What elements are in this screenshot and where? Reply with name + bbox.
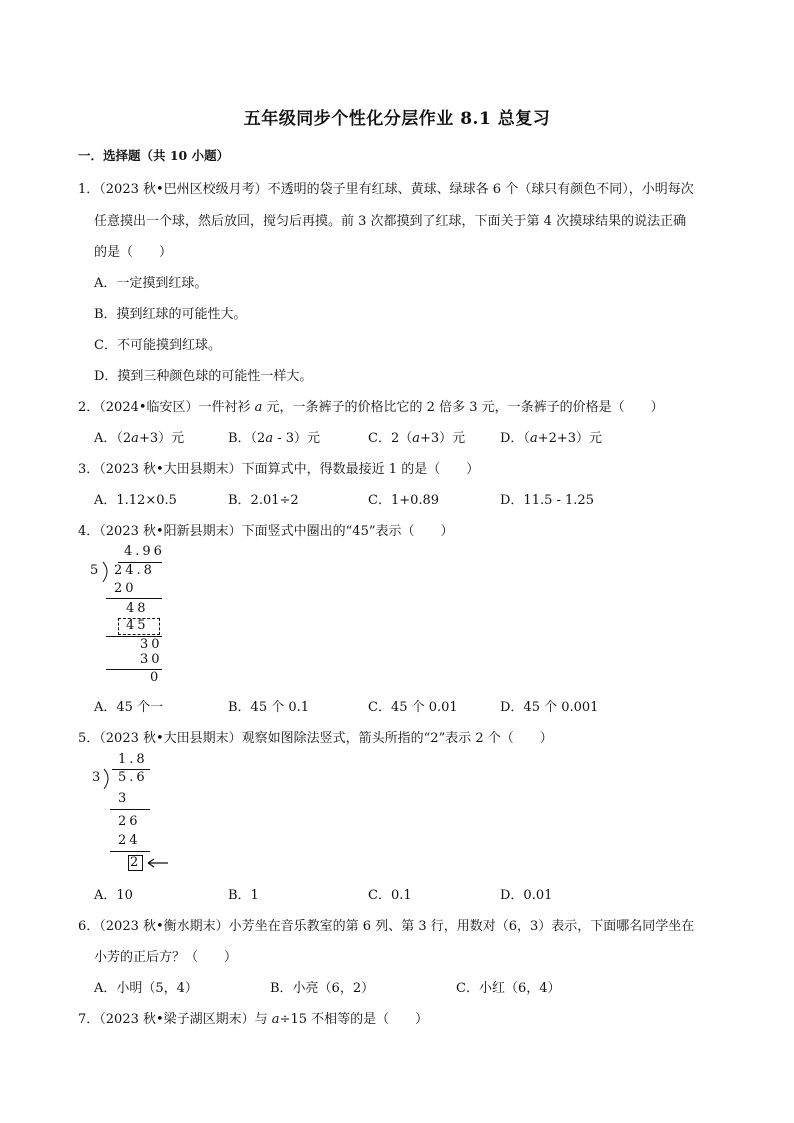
q4-step-5: 30 — [140, 652, 163, 667]
q2-option-b-pre: B．（2 — [228, 431, 266, 446]
q5-line-2 — [110, 851, 150, 852]
q4-option-c[interactable]: C．45 个 0.01 — [368, 700, 458, 715]
q5-stem: 5．（2023 秋•大田县期末）观察如图除法竖式，箭头所指的“2”表示 2 个（ ） — [78, 731, 553, 746]
q1-option-a[interactable]: A．一定摸到红球。 — [94, 276, 208, 291]
q2-option-a-var: a — [131, 431, 139, 446]
q6-option-b[interactable]: B．小亮（6，2） — [270, 981, 375, 996]
q2-option-a[interactable] — [94, 427, 184, 446]
q2-option-d-post: +2+3）元 — [537, 431, 603, 446]
q2-option-b-var: a — [265, 431, 274, 446]
q7-stem — [78, 1008, 428, 1027]
q1-line2: 任意摸出一个球，然后放回，搅匀后再摸。前 3 次都摸到了红球，下面关于第 4 次摸球结果的说法正确 — [94, 214, 687, 229]
q2-option-a-post: +3）元 — [138, 431, 185, 446]
q3-stem: 3．（2023 秋•大田县期末）下面算式中，得数最接近 1 的是（ ） — [78, 462, 480, 477]
q5-option-c[interactable]: C．0.1 — [368, 888, 412, 903]
q5-dividend: 5.6 — [118, 770, 148, 785]
q5-line-1 — [110, 809, 150, 810]
q4-option-b[interactable]: B．45 个 0.1 — [228, 700, 310, 715]
q4-line-1 — [106, 598, 162, 599]
page-title: 五年级同步个性化分层作业 8.1 总复习 — [243, 109, 551, 129]
q1-line3: 的是（ ） — [94, 245, 173, 260]
q5-quotient: 1.8 — [118, 752, 148, 767]
q2-option-a-pre: A．（2 — [94, 431, 132, 446]
section-heading: 一．选择题（共 10 小题） — [78, 148, 230, 163]
q2-option-c[interactable] — [368, 427, 465, 446]
q2-option-d-var: a — [529, 431, 538, 446]
q3-option-c[interactable]: C．1+0.89 — [368, 493, 440, 508]
q4-step-2: 48 — [126, 601, 149, 616]
q5-option-b[interactable]: B．1 — [228, 888, 259, 903]
q4-step-4: 30 — [140, 637, 163, 652]
q5-divisor: 3 — [92, 770, 104, 785]
q5-step-3: 24 — [118, 833, 141, 848]
q1-option-b[interactable]: B．摸到红球的可能性大。 — [94, 307, 247, 322]
q4-step-3: 45 — [126, 618, 149, 633]
q5-division-bracket-icon — [101, 768, 115, 790]
q4-dividend: 24.8 — [114, 563, 155, 578]
q2-stem-var: a — [254, 400, 263, 415]
q7-stem-post: ÷15 不相等的是（ ） — [279, 1012, 429, 1027]
q4-division-bracket-icon — [100, 561, 114, 583]
q2-stem-post: 元，一条裤子的价格比它的 2 倍多 3 元，一条裤子的价格是（ ） — [262, 400, 664, 415]
q5-step-4: 2 — [130, 855, 142, 870]
q2-option-d[interactable] — [500, 427, 602, 446]
q5-step-1: 3 — [118, 791, 130, 806]
q7-stem-var: a — [271, 1012, 280, 1027]
q2-option-c-post: +3）元 — [419, 431, 466, 446]
q2-option-b-post: - 3）元 — [273, 431, 321, 446]
q6-option-c[interactable]: C．小红（6，4） — [456, 981, 561, 996]
q1-line1: 1．（2023 秋•巴州区校级月考）不透明的袋子里有红球、黄球、绿球各 6 个（球只有颜色不同），小明每次 — [78, 182, 694, 197]
q4-step-1: 20 — [114, 581, 137, 596]
q2-stem-pre: 2．（2024•临安区）一件衬衫 — [78, 400, 255, 415]
q4-divisor: 5 — [90, 563, 102, 578]
q4-quotient: 4.96 — [124, 544, 165, 559]
q5-option-a[interactable]: A．10 — [94, 888, 133, 903]
q4-step-6: 0 — [150, 670, 162, 685]
q5-option-d[interactable]: D．0.01 — [500, 888, 553, 903]
q2-option-c-var: a — [412, 431, 420, 446]
arrow-left-icon — [146, 856, 170, 870]
q2-stem — [78, 396, 664, 415]
q5-step-2: 26 — [118, 814, 141, 829]
q2-option-c-pre: C．2（ — [368, 431, 413, 446]
q4-option-a[interactable]: A．45 个一 — [94, 700, 164, 715]
q6-option-a[interactable]: A．小明（5，4） — [94, 981, 198, 996]
q4-stem: 4．（2023 秋•阳新县期末）下面竖式中圈出的“45”表示（ ） — [78, 524, 454, 539]
q6-line2: 小芳的正后方？（ ） — [94, 950, 238, 965]
q2-option-d-pre: D．（ — [500, 431, 530, 446]
q1-option-d[interactable]: D．摸到三种颜色球的可能性一样大。 — [94, 369, 313, 384]
q4-option-d[interactable]: D．45 个 0.001 — [500, 700, 599, 715]
q2-option-b[interactable] — [228, 427, 320, 446]
q1-option-c[interactable]: C．不可能摸到红球。 — [94, 338, 221, 353]
q3-option-d[interactable]: D．11.5 - 1.25 — [500, 493, 594, 508]
q7-stem-pre: 7．（2023 秋•梁子湖区期末）与 — [78, 1012, 272, 1027]
q6-line1: 6．（2023 秋•衡水期末）小芳坐在音乐教室的第 6 列、第 3 行，用数对（6，3）表示，下面哪名同学坐在 — [78, 919, 695, 934]
q3-option-b[interactable]: B．2.01÷2 — [228, 493, 299, 508]
q3-option-a[interactable]: A．1.12×0.5 — [94, 493, 177, 508]
